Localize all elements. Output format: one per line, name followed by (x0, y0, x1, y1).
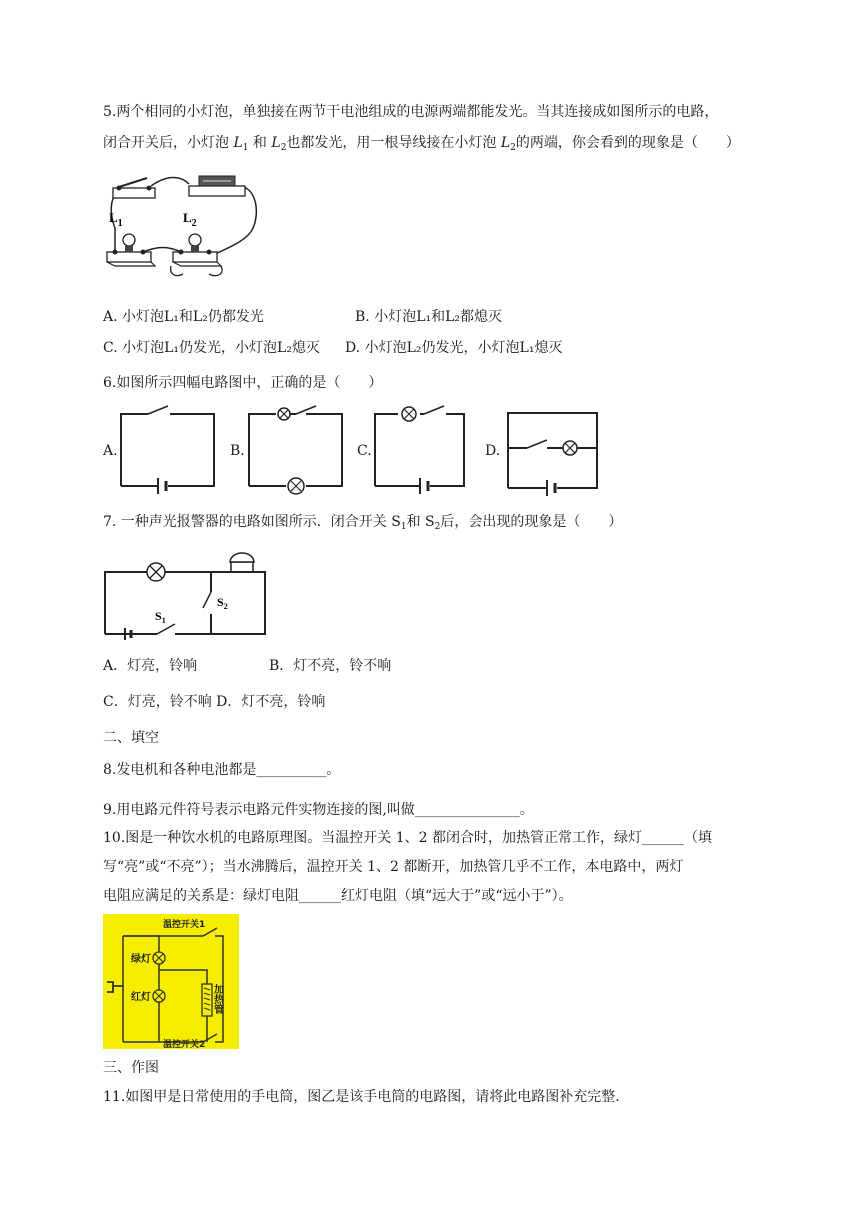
q6-label-a[interactable]: A. (103, 443, 118, 459)
q5-option-b[interactable]: B. 小灯泡L₁和L₂都熄灭 (355, 309, 503, 325)
lamp-l1 (123, 234, 135, 246)
q6-circuit-c (372, 408, 472, 488)
q6-circuit-b (246, 408, 346, 488)
q9-stem: 9.用电路元件符号表示电路元件实物连接的图,叫做_______________。 (103, 802, 534, 818)
q5-stem-line1: 5.两个相同的小灯泡，单独接在两节干电池组成的电源两端都能发光。当其连接成如图所示的电路， (103, 104, 719, 120)
q5-option-d[interactable]: D. 小灯泡L₂仍发光，小灯泡L₁熄灭 (345, 340, 563, 356)
q7-alarm-circuit (103, 548, 273, 638)
q7-option-b[interactable]: B．灯不亮，铃不响 (269, 658, 392, 674)
q11-stem: 11.如图甲是日常使用的手电筒，图乙是该手电筒的电路图，请将此电路图补充完整. (103, 1089, 620, 1105)
q7-option-cd[interactable]: C．灯亮，铃不响 D．灯不亮，铃响 (103, 694, 326, 710)
label-switch2: 温控开关2 (163, 1040, 206, 1050)
q10-stem-line1: 10.图是一种饮水机的电路原理图。当温控开关 1、2 都闭合时，加热管正常工作，绿灯______（填 (103, 830, 712, 846)
q5-option-a[interactable]: A. 小灯泡L₁和L₂仍都发光 (103, 309, 264, 325)
label-heater: 加热管 (211, 984, 223, 1014)
q10-stem-line3: 电阻应满足的关系是：绿灯电阻______红灯电阻（填“远大于”或“远小于”）。 (103, 888, 573, 904)
q6-label-c[interactable]: C. (357, 443, 372, 459)
q5-option-c[interactable]: C. 小灯泡L₁仍发光，小灯泡L₂熄灭 (103, 340, 320, 356)
fig-label-s2: $S_2$ (217, 595, 228, 611)
fig-label-s1: $S_1$ (155, 609, 166, 625)
lamp-l2 (189, 234, 201, 246)
section-drawing-heading: 三、作图 (103, 1060, 159, 1076)
q6-circuit-d (505, 410, 600, 490)
q5-circuit-photo-figure (103, 170, 263, 275)
fig-label-l2: $L_2$ (183, 210, 197, 229)
q6-circuit-a (118, 408, 218, 488)
label-red-lamp: 红灯 (131, 992, 151, 1003)
label-green-lamp: 绿灯 (131, 954, 151, 965)
q6-label-d[interactable]: D. (485, 443, 501, 459)
q8-stem: 8.发电机和各种电池都是__________。 (103, 762, 341, 778)
q6-stem: 6.如图所示四幅电路图中，正确的是（ ） (103, 375, 383, 391)
q7-stem: 7. 一种声光报警器的电路如图所示．闭合开关 $S_1$和 $S_2$后，会出现的现象是（ ） (103, 514, 623, 532)
q10-stem-line2: 写“亮”或“不亮”）；当水沸腾后，温控开关 1、2 都断开，加热管几乎不工作，本电路中，两灯 (103, 859, 684, 875)
label-switch1: 温控开关1 (163, 920, 206, 930)
q5-stem-line2: 闭合开关后，小灯泡 $L_1$ 和 $L_2$也都发光，用一根导线接在小灯泡 $L_2$的两端，你会看到的现象是（ ） (103, 135, 740, 153)
q6-label-b[interactable]: B. (230, 443, 245, 459)
q7-option-a[interactable]: A．灯亮，铃响 (103, 658, 198, 674)
fig-label-l1: $L_1$ (109, 210, 123, 229)
battery-holder (189, 186, 245, 196)
section-fill-in-heading: 二、填空 (103, 730, 159, 746)
q10-water-dispenser-circuit (103, 914, 239, 1049)
